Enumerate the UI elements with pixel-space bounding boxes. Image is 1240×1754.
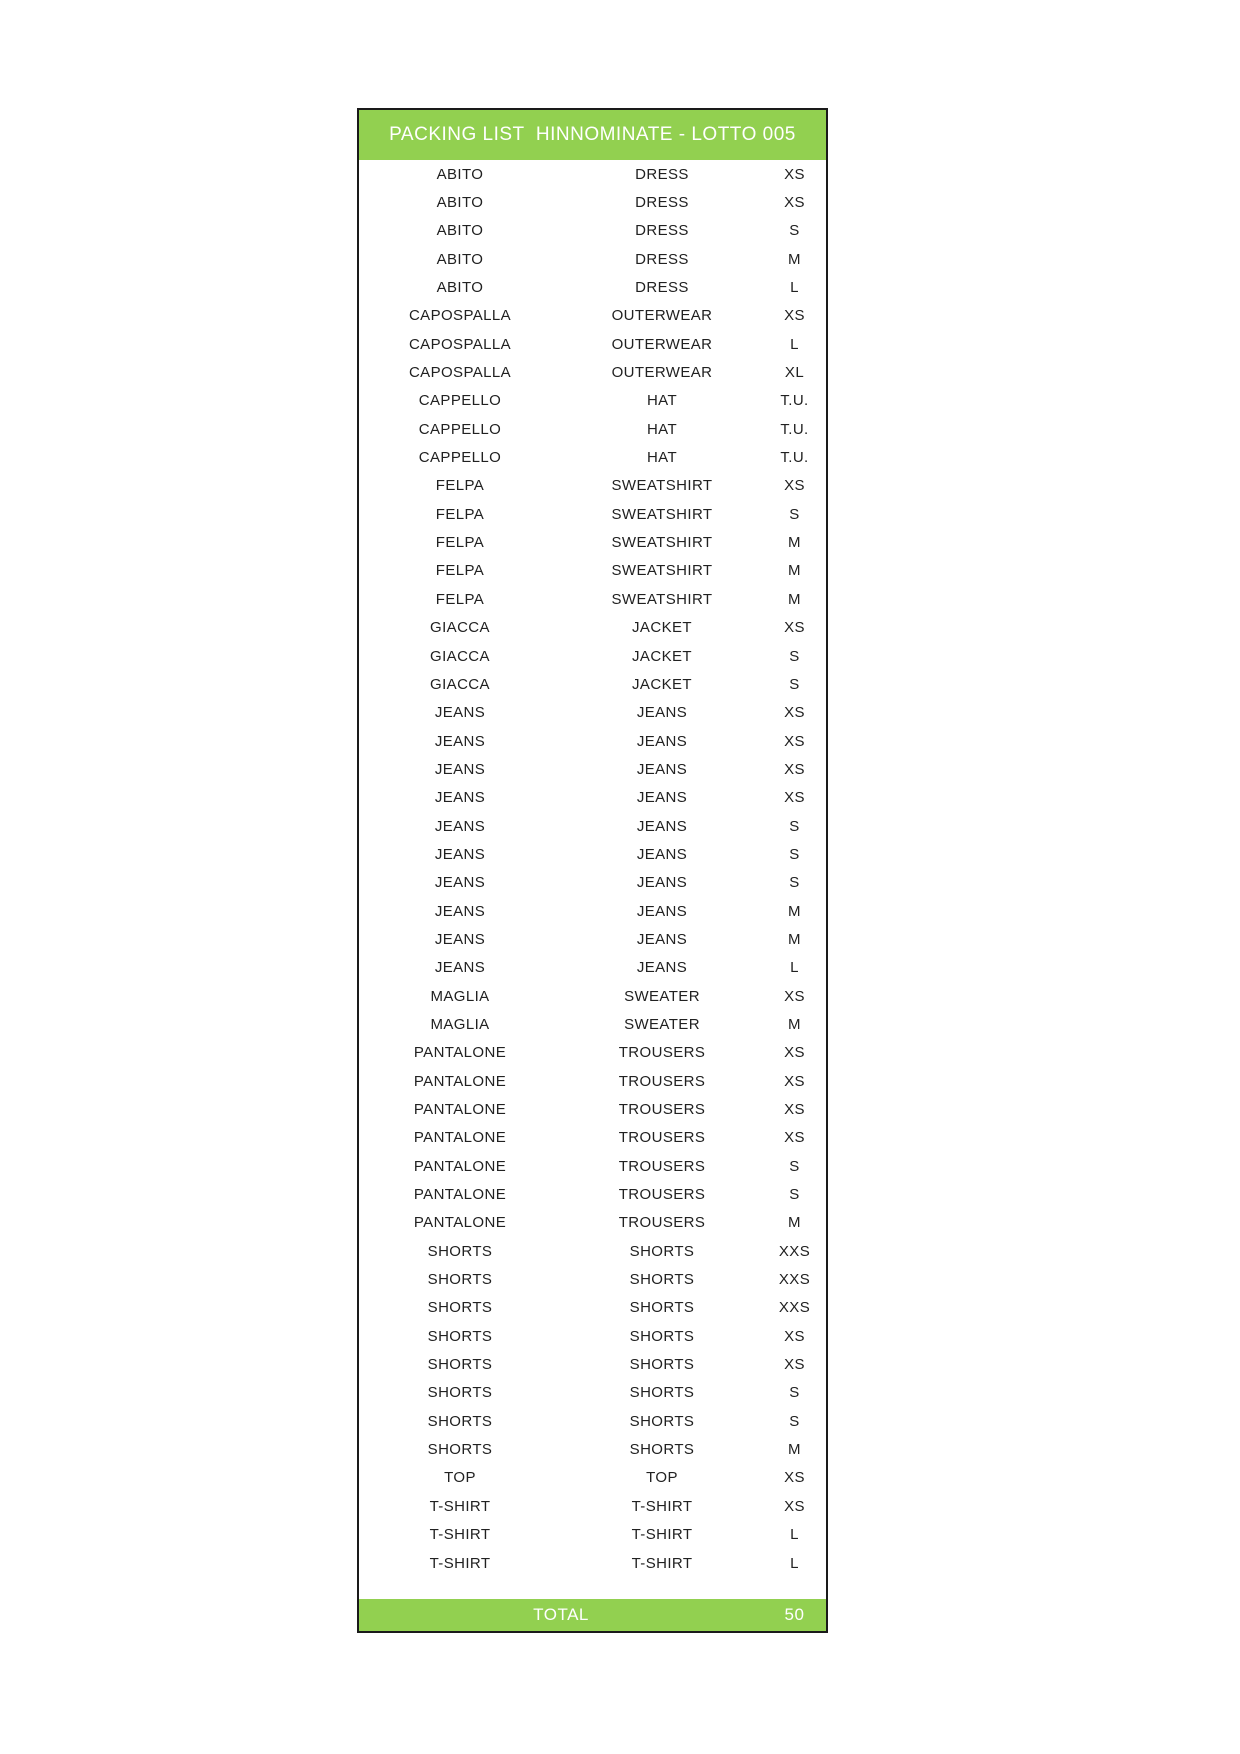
item-name-english: T-SHIRT <box>631 1497 693 1515</box>
item-name-english: SWEATSHIRT <box>611 534 713 552</box>
item-name-english: SHORTS <box>629 1356 695 1374</box>
item-name-italian: JEANS <box>434 845 486 863</box>
item-name-italian: JEANS <box>434 817 486 835</box>
item-name-english: OUTERWEAR <box>611 364 713 382</box>
item-name-english: DRESS <box>635 250 689 268</box>
table-row <box>359 330 826 358</box>
item-name-english: JACKET <box>632 647 692 665</box>
packing-list-table <box>357 108 828 1633</box>
item-name-italian: ABITO <box>436 250 484 268</box>
item-name-italian: JEANS <box>434 732 486 750</box>
item-name-italian: ABITO <box>436 165 484 183</box>
item-name-english: SWEATSHIRT <box>611 477 713 495</box>
item-name-english: JEANS <box>636 704 688 722</box>
total-label: TOTAL <box>533 1605 589 1625</box>
item-size: XS <box>784 1101 805 1119</box>
item-name-english: HAT <box>646 449 678 467</box>
item-size: S <box>789 505 800 523</box>
item-name-english: OUTERWEAR <box>611 307 713 325</box>
table-row <box>359 670 826 698</box>
table-row <box>359 1124 826 1152</box>
item-name-italian: CAPOSPALLA <box>408 335 512 353</box>
table-row <box>359 727 826 755</box>
table-row <box>359 528 826 556</box>
item-name-english: DRESS <box>635 165 689 183</box>
item-name-italian: CAPOSPALLA <box>408 364 512 382</box>
item-size: M <box>788 250 801 268</box>
table-row <box>359 302 826 330</box>
item-name-italian: MAGLIA <box>430 1015 490 1033</box>
item-name-italian: PANTALONE <box>413 1157 507 1175</box>
item-name-italian: TOP <box>444 1469 476 1487</box>
table-row <box>359 1095 826 1123</box>
table-row <box>359 1237 826 1265</box>
item-size: XS <box>784 1497 805 1515</box>
table-row <box>359 188 826 216</box>
item-size: XS <box>784 1356 805 1374</box>
item-name-english: SHORTS <box>629 1271 695 1289</box>
table-row <box>359 954 826 982</box>
item-size: XS <box>784 1469 805 1487</box>
item-name-english: TROUSERS <box>618 1072 706 1090</box>
item-size: L <box>790 279 799 297</box>
item-name-italian: ABITO <box>436 194 484 212</box>
table-row <box>359 1039 826 1067</box>
table-row <box>359 1322 826 1350</box>
item-size: S <box>789 675 800 693</box>
table-row <box>359 1265 826 1293</box>
item-name-english: JEANS <box>636 902 688 920</box>
item-name-english: SHORTS <box>629 1242 695 1260</box>
table-row <box>359 869 826 897</box>
item-name-italian: CAPOSPALLA <box>408 307 512 325</box>
table-row <box>359 699 826 727</box>
item-name-italian: JEANS <box>434 959 486 977</box>
table-body <box>359 160 826 1577</box>
item-name-english: SHORTS <box>629 1412 695 1430</box>
table-row <box>359 387 826 415</box>
item-name-english: T-SHIRT <box>631 1554 693 1572</box>
table-row <box>359 245 826 273</box>
table-row <box>359 1549 826 1577</box>
table-row <box>359 1435 826 1463</box>
table-row <box>359 585 826 613</box>
table-row <box>359 358 826 386</box>
item-size: XS <box>784 760 805 778</box>
table-row <box>359 614 826 642</box>
item-name-italian: FELPA <box>435 505 485 523</box>
item-size: XXS <box>778 1271 811 1289</box>
item-name-english: JACKET <box>632 675 692 693</box>
item-size: XS <box>784 1044 805 1062</box>
table-row <box>359 1010 826 1038</box>
item-name-italian: JEANS <box>434 874 486 892</box>
item-name-english: JEANS <box>636 874 688 892</box>
item-size: XS <box>784 732 805 750</box>
item-name-italian: ABITO <box>436 279 484 297</box>
table-row <box>359 273 826 301</box>
item-size: M <box>788 1015 801 1033</box>
item-size: L <box>790 959 799 977</box>
item-size: XS <box>784 704 805 722</box>
item-name-italian: SHORTS <box>427 1441 493 1459</box>
item-name-english: DRESS <box>635 222 689 240</box>
item-name-english: TROUSERS <box>618 1157 706 1175</box>
item-name-italian: CAPPELLO <box>418 420 502 438</box>
item-size: T.U. <box>780 392 809 410</box>
item-size: S <box>789 1384 800 1402</box>
item-name-english: TROUSERS <box>618 1214 706 1232</box>
table-row <box>359 1492 826 1520</box>
table-title: PACKING LIST HINNOMINATE - LOTTO 005 <box>389 124 796 145</box>
item-name-english: SHORTS <box>629 1299 695 1317</box>
item-size: S <box>789 1412 800 1430</box>
item-size: XS <box>784 194 805 212</box>
item-name-english: TROUSERS <box>618 1044 706 1062</box>
table-row <box>359 840 826 868</box>
item-name-italian: SHORTS <box>427 1327 493 1345</box>
table-row <box>359 1464 826 1492</box>
item-name-italian: ABITO <box>436 222 484 240</box>
item-name-italian: SHORTS <box>427 1242 493 1260</box>
item-name-italian: GIACCA <box>430 675 490 693</box>
item-name-italian: JEANS <box>434 930 486 948</box>
table-row <box>359 642 826 670</box>
item-name-english: JEANS <box>636 930 688 948</box>
item-size: S <box>789 1186 800 1204</box>
item-name-english: SWEATER <box>624 1015 700 1033</box>
total-row <box>359 1599 826 1631</box>
item-size: XL <box>784 364 805 382</box>
item-name-italian: SHORTS <box>427 1356 493 1374</box>
table-row <box>359 557 826 585</box>
table-header <box>359 110 826 160</box>
item-name-italian: SHORTS <box>427 1412 493 1430</box>
table-row <box>359 1350 826 1378</box>
item-size: M <box>788 930 801 948</box>
table-row <box>359 1521 826 1549</box>
table-row <box>359 415 826 443</box>
item-size: S <box>789 647 800 665</box>
item-name-italian: JEANS <box>434 760 486 778</box>
table-row <box>359 472 826 500</box>
table-row <box>359 925 826 953</box>
item-size: XS <box>784 477 805 495</box>
item-name-english: TOP <box>646 1469 678 1487</box>
item-size: T.U. <box>780 449 809 467</box>
table-row <box>359 1407 826 1435</box>
item-name-italian: FELPA <box>435 562 485 580</box>
item-size: M <box>788 562 801 580</box>
table-row <box>359 500 826 528</box>
item-name-english: JEANS <box>636 959 688 977</box>
item-name-english: JEANS <box>636 845 688 863</box>
item-name-italian: PANTALONE <box>413 1101 507 1119</box>
item-name-english: SWEATSHIRT <box>611 590 713 608</box>
item-size: S <box>789 222 800 240</box>
item-size: L <box>790 1526 799 1544</box>
item-size: XS <box>784 1327 805 1345</box>
table-row <box>359 1152 826 1180</box>
item-size: XXS <box>778 1299 811 1317</box>
item-name-italian: FELPA <box>435 590 485 608</box>
item-name-english: JEANS <box>636 760 688 778</box>
item-name-english: HAT <box>646 420 678 438</box>
item-name-english: SHORTS <box>629 1441 695 1459</box>
table-row <box>359 784 826 812</box>
item-name-italian: PANTALONE <box>413 1214 507 1232</box>
item-name-italian: MAGLIA <box>430 987 490 1005</box>
item-name-italian: SHORTS <box>427 1299 493 1317</box>
table-row <box>359 160 826 188</box>
item-name-italian: CAPPELLO <box>418 449 502 467</box>
item-name-italian: PANTALONE <box>413 1186 507 1204</box>
item-size: L <box>790 1554 799 1572</box>
total-value: 50 <box>784 1605 805 1625</box>
item-name-italian: PANTALONE <box>413 1072 507 1090</box>
item-size: S <box>789 1157 800 1175</box>
empty-row <box>359 1577 826 1599</box>
item-size: M <box>788 902 801 920</box>
table-row <box>359 755 826 783</box>
item-name-english: SWEATSHIRT <box>611 562 713 580</box>
item-name-italian: PANTALONE <box>413 1044 507 1062</box>
item-size: S <box>789 845 800 863</box>
item-size: XS <box>784 789 805 807</box>
item-name-english: HAT <box>646 392 678 410</box>
item-name-english: SHORTS <box>629 1327 695 1345</box>
item-size: S <box>789 817 800 835</box>
item-name-italian: JEANS <box>434 789 486 807</box>
item-name-italian: GIACCA <box>430 647 490 665</box>
item-name-english: SHORTS <box>629 1384 695 1402</box>
table-row <box>359 217 826 245</box>
item-size: XS <box>784 619 805 637</box>
item-size: M <box>788 1441 801 1459</box>
item-name-italian: JEANS <box>434 902 486 920</box>
item-name-italian: JEANS <box>434 704 486 722</box>
item-name-english: JEANS <box>636 817 688 835</box>
table-row <box>359 1067 826 1095</box>
table-row <box>359 897 826 925</box>
item-name-english: OUTERWEAR <box>611 335 713 353</box>
item-size: M <box>788 534 801 552</box>
item-size: XS <box>784 1072 805 1090</box>
item-size: T.U. <box>780 420 809 438</box>
table-row <box>359 812 826 840</box>
item-name-english: JACKET <box>632 619 692 637</box>
item-name-italian: FELPA <box>435 534 485 552</box>
item-name-english: JEANS <box>636 789 688 807</box>
item-name-italian: T-SHIRT <box>429 1526 491 1544</box>
item-name-italian: PANTALONE <box>413 1129 507 1147</box>
item-size: XS <box>784 165 805 183</box>
item-name-english: JEANS <box>636 732 688 750</box>
item-name-english: DRESS <box>635 279 689 297</box>
item-name-italian: SHORTS <box>427 1271 493 1289</box>
item-name-english: TROUSERS <box>618 1186 706 1204</box>
table-row <box>359 443 826 471</box>
table-row <box>359 1180 826 1208</box>
item-size: M <box>788 590 801 608</box>
item-name-english: TROUSERS <box>618 1101 706 1119</box>
item-name-english: SWEATSHIRT <box>611 505 713 523</box>
table-row <box>359 982 826 1010</box>
item-name-italian: T-SHIRT <box>429 1497 491 1515</box>
item-name-italian: CAPPELLO <box>418 392 502 410</box>
item-size: M <box>788 1214 801 1232</box>
item-size: L <box>790 335 799 353</box>
item-size: S <box>789 874 800 892</box>
item-name-english: SWEATER <box>624 987 700 1005</box>
item-size: XS <box>784 987 805 1005</box>
table-row <box>359 1294 826 1322</box>
item-name-italian: T-SHIRT <box>429 1554 491 1572</box>
item-name-italian: FELPA <box>435 477 485 495</box>
item-name-italian: GIACCA <box>430 619 490 637</box>
item-size: XXS <box>778 1242 811 1260</box>
item-name-english: TROUSERS <box>618 1129 706 1147</box>
item-name-italian: SHORTS <box>427 1384 493 1402</box>
item-size: XS <box>784 1129 805 1147</box>
item-name-english: T-SHIRT <box>631 1526 693 1544</box>
item-size: XS <box>784 307 805 325</box>
table-row <box>359 1379 826 1407</box>
table-row <box>359 1209 826 1237</box>
item-name-english: DRESS <box>635 194 689 212</box>
